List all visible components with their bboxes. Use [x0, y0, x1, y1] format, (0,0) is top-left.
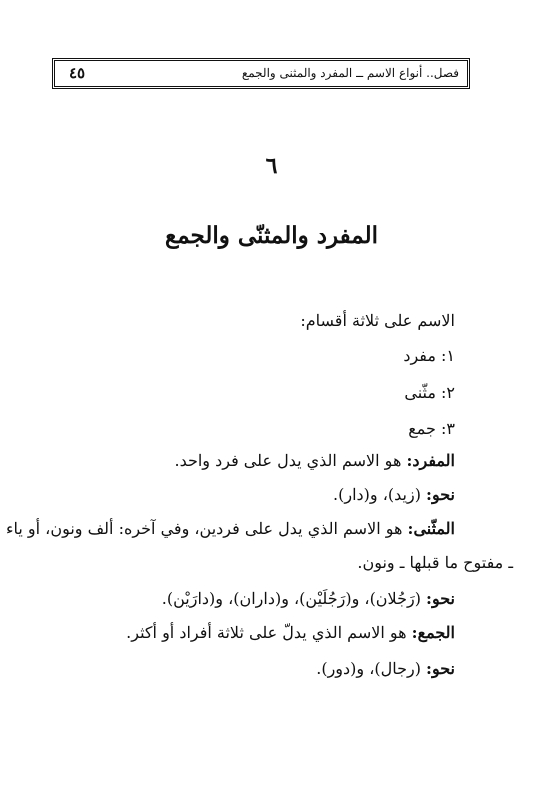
running-header-title: فصل.. أنواع الاسم ــ المفرد والمثنى والجمع — [241, 66, 459, 80]
running-header — [52, 58, 470, 89]
mufrad-definition — [174, 451, 455, 470]
chapter-title: المفرد والمثنّى والجمع — [164, 222, 379, 249]
jam-example-label: نحو: — [426, 659, 455, 678]
page-number: ٤٥ — [69, 64, 86, 82]
jam-definition — [126, 623, 455, 642]
jam-example — [316, 659, 455, 678]
mufrad-example-label: نحو: — [426, 485, 455, 504]
chapter-number: ٦ — [265, 153, 278, 179]
muthanna-text: هو الاسم الذي يدل على فردين، وفي آخره: ألف ونون، أو ياء — [5, 519, 408, 538]
jam-label: الجمع: — [411, 623, 455, 642]
jam-example-text: (رجال)، و(دور). — [316, 659, 427, 678]
list-item-mufrad: ١: مفرد — [403, 346, 455, 365]
muthanna-example-text: (رَجُلان)، و(رَجُلَيْن)، و(داران)، و(دارَيْن). — [161, 589, 427, 608]
list-item-muthanna: ٢: مثّنى — [404, 383, 455, 402]
mufrad-label: المفرد: — [406, 451, 455, 470]
muthanna-label: المثّنى: — [407, 519, 455, 538]
mufrad-example — [333, 485, 455, 504]
list-item-jam: ٣: جمع — [408, 419, 455, 438]
muthanna-definition-cont: ـ مفتوح ما قبلها ـ ونون. — [357, 553, 513, 572]
mufrad-text: هو الاسم الذي يدل على فرد واحد. — [174, 451, 407, 470]
intro-line: الاسم على ثلاثة أقسام: — [300, 311, 455, 330]
muthanna-example-label: نحو: — [426, 589, 455, 608]
muthanna-definition — [6, 519, 455, 538]
mufrad-example-text: (زيد)، و(دار). — [333, 485, 427, 504]
jam-text: هو الاسم الذي يدلّ على ثلاثة أفراد أو أكثر. — [126, 623, 412, 642]
muthanna-example — [162, 589, 455, 608]
